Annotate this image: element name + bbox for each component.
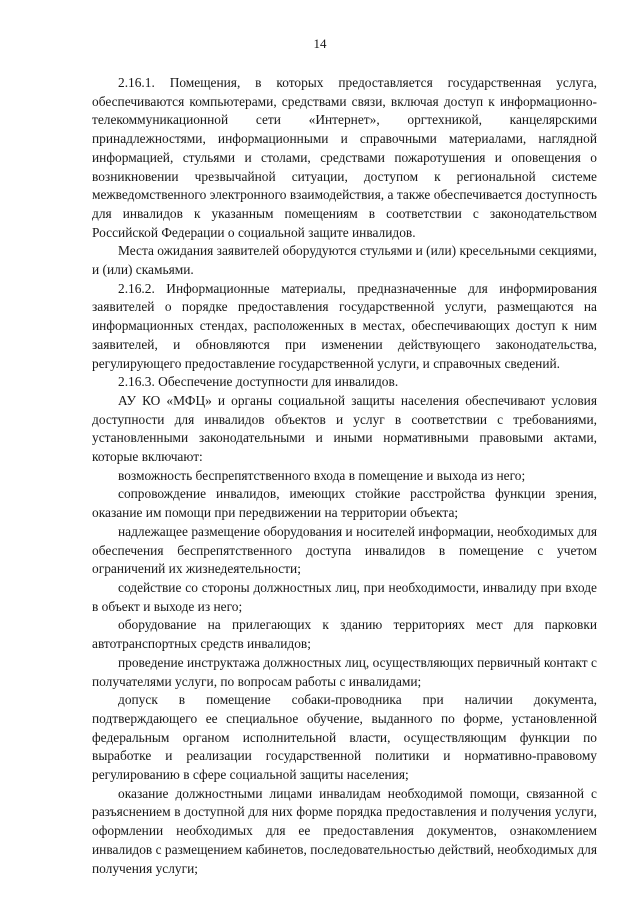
page-number: 14 — [313, 36, 327, 51]
list-item: оказание должностными лицами инвалидам необходимой помощи, связанной с разъяснением в доступной для них форме порядка предоставления и получения услуги, оформлении необходимых для ее предоставления документов, ознакомлением инвалидов с размещением кабинетов, последовательностью действий, необходимых для получения услуги; — [92, 785, 597, 876]
paragraph-accessibility-intro: АУ КО «МФЦ» и органы социальной защиты населения обеспечивают условия доступности для инвалидов объектов и услуг в соответствии с требованиями, установленными законодательными и иными нормативными правовыми актами, которые включают: — [92, 392, 597, 465]
list-item: проведение инструктажа должностных лиц, осуществляющих первичный контакт с получателями услуги, по вопросам работы с инвалидами; — [92, 654, 597, 689]
list-item: допуск в помещение собаки-проводника при наличии документа, подтверждающего ее специальное обучение, выданного по форме, установленной федеральным органом исполнительной власти, осуществляющим функции по выработке и реализации государственной политики и нормативно-правовому регулированию в сфере социальной защиты населения; — [92, 692, 597, 783]
paragraph-2-16-3: 2.16.3. Обеспечение доступности для инвалидов. — [118, 374, 399, 390]
list-item: оборудование на прилегающих к зданию территориях мест для парковки автотранспортных средств инвалидов; — [92, 617, 597, 652]
paragraph-2-16-2: 2.16.2. Информационные материалы, предназначенные для информирования заявителей о порядке предоставления государственной услуги, размещаются на информационных стендах, расположенных в местах, обеспечивающих доступ к ним заявителей, и обновляются при изменении действующего законодательства, регулирующего предоставление государственной услуги, и справочных сведений. — [92, 280, 597, 371]
list-item: надлежащее размещение оборудования и носителей информации, необходимых для обеспечения беспрепятственного доступа инвалидов в помещение с учетом ограничений их жизнедеятельности; — [92, 523, 597, 577]
paragraph-2-16-1: 2.16.1. Помещения, в которых предоставляется государственная услуга, обеспечиваются компьютерами, средствами связи, включая доступ к информационно-телекоммуникационной сети «Интернет», оргтехникой, канцелярскими принадлежностями, информационными и справочными материалами, наглядной информацией, стульями и столами, средствами пожаротушения и оповещения о возникновении чрезвычайной ситуации, доступом к региональной системе межведомственного электронного взаимодействия, а также обеспечивается доступность для инвалидов к указанным помещениям в соответствии с законодательством Российской Федерации о социальной защите инвалидов. — [92, 75, 597, 240]
document-body — [92, 74, 597, 878]
paragraph-waiting-areas: Места ожидания заявителей оборудуются стульями и (или) кресельными секциями, и (или) скамьями. — [92, 243, 597, 278]
list-item: возможность беспрепятственного входа в помещение и выхода из него; — [118, 467, 526, 483]
list-item: сопровождение инвалидов, имеющих стойкие расстройства функции зрения, оказание им помощи при передвижении на территории объекта; — [92, 486, 597, 521]
list-item: содействие со стороны должностных лиц, при необходимости, инвалиду при входе в объект и выходе из него; — [92, 579, 597, 614]
